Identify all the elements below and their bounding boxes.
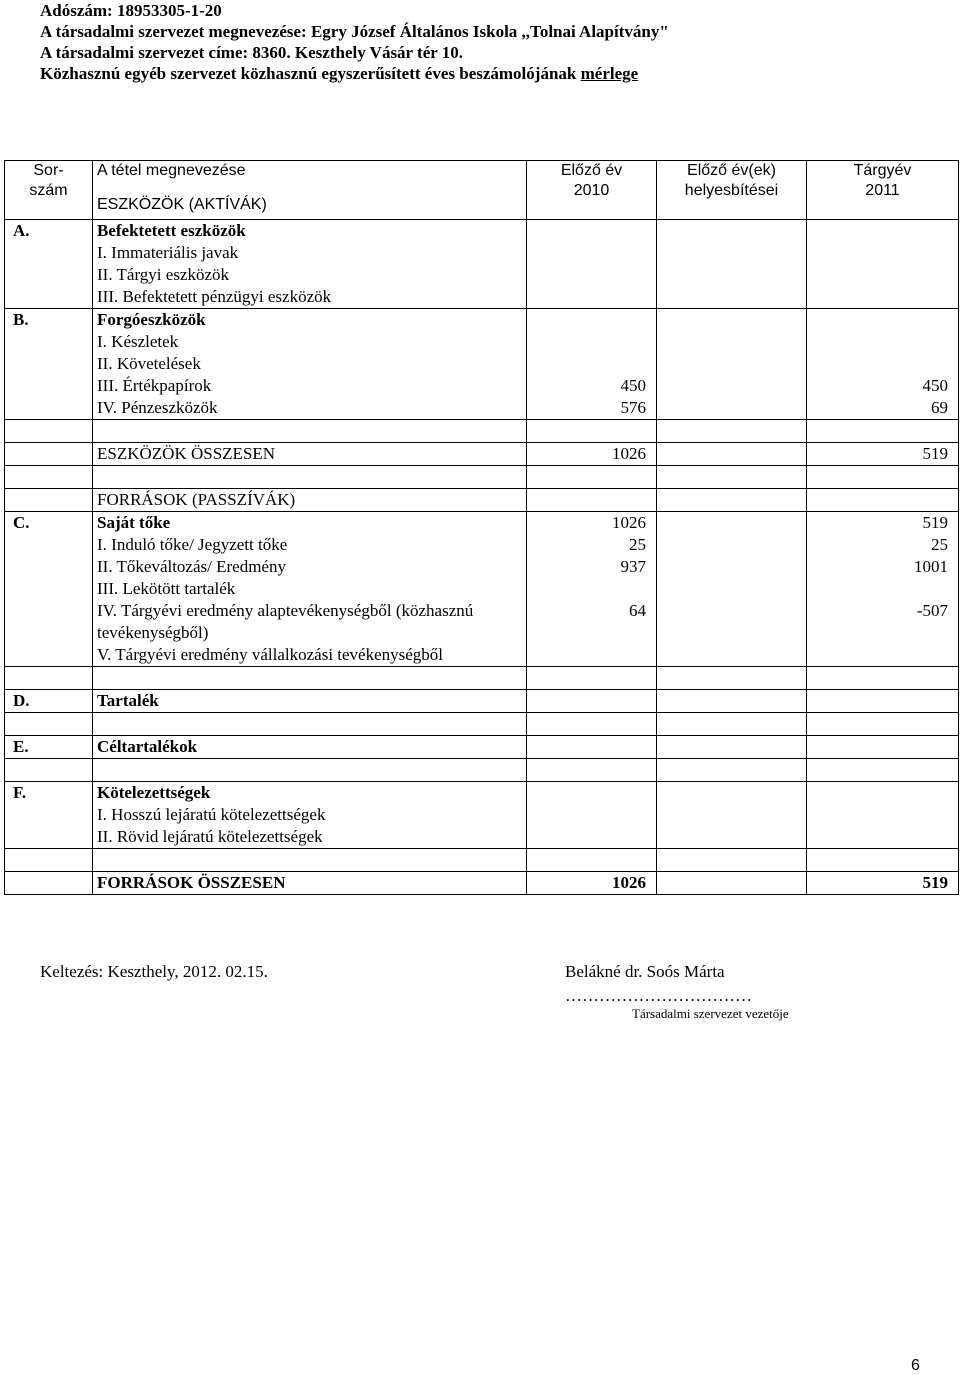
spacer-row bbox=[5, 667, 959, 690]
table-row bbox=[5, 600, 959, 644]
row-name: FORRÁSOK ÖSSZESEN bbox=[93, 872, 527, 895]
row-name: I. Hosszú lejáratú kötelezettségek bbox=[93, 804, 527, 826]
page-number: 6 bbox=[911, 1357, 920, 1374]
row-name: Tartalék bbox=[93, 690, 527, 713]
table-row bbox=[5, 556, 959, 578]
row-code: B. bbox=[5, 309, 93, 332]
table-row bbox=[5, 489, 959, 512]
title-underlined: mérlege bbox=[580, 64, 639, 83]
row-curr: 519 bbox=[807, 443, 959, 466]
document-header bbox=[40, 0, 669, 84]
table-row bbox=[5, 375, 959, 397]
row-name: Forgóeszközök bbox=[93, 309, 527, 332]
document-title bbox=[40, 63, 669, 84]
signatory-name: Belákné dr. Soós Márta bbox=[565, 962, 725, 981]
spacer-row bbox=[5, 713, 959, 736]
table-row bbox=[5, 220, 959, 243]
row-code: C. bbox=[5, 512, 93, 535]
row-prev: 1026 bbox=[527, 443, 657, 466]
row-name: I. Készletek bbox=[93, 331, 527, 353]
row-curr: 69 bbox=[807, 397, 959, 420]
spacer-row bbox=[5, 466, 959, 489]
row-name: V. Tárgyévi eredmény vállalkozási tevékenységből bbox=[93, 644, 527, 667]
table-row bbox=[5, 690, 959, 713]
spacer-row bbox=[5, 849, 959, 872]
row-name: III. Értékpapírok bbox=[93, 375, 527, 397]
header-name-sub: ESZKÖZÖK (AKTÍVÁK) bbox=[97, 196, 267, 213]
header-prev-year: Előző év 2010 bbox=[527, 161, 657, 220]
row-name: ESZKÖZÖK ÖSSZESEN bbox=[93, 443, 527, 466]
org-address: A társadalmi szervezet címe: 8360. Keszthely Vásár tér 10. bbox=[40, 43, 463, 62]
row-name: IV. Pénzeszközök bbox=[93, 397, 527, 420]
table-row bbox=[5, 826, 959, 849]
row-name: I. Immateriális javak bbox=[93, 242, 527, 264]
row-curr: 450 bbox=[807, 375, 959, 397]
table-row bbox=[5, 644, 959, 667]
row-name: I. Induló tőke/ Jegyzett tőke bbox=[93, 534, 527, 556]
table-row bbox=[5, 512, 959, 535]
table-row bbox=[5, 782, 959, 805]
row-curr: 1001 bbox=[807, 556, 959, 578]
header-name-title: A tétel megnevezése bbox=[97, 162, 246, 179]
row-prev: 937 bbox=[527, 556, 657, 578]
row-prev: 25 bbox=[527, 534, 657, 556]
row-name: II. Tőkeváltozás/ Eredmény bbox=[93, 556, 527, 578]
row-prev: 1026 bbox=[527, 872, 657, 895]
table-row bbox=[5, 353, 959, 375]
row-curr: 519 bbox=[807, 512, 959, 535]
table-row bbox=[5, 264, 959, 286]
row-name: II. Követelések bbox=[93, 353, 527, 375]
signature-line: …………………………… bbox=[565, 986, 752, 1005]
row-curr: -507 bbox=[807, 600, 959, 644]
row-name: FORRÁSOK (PASSZÍVÁK) bbox=[93, 489, 527, 512]
signatory-role: Társadalmi szervezet vezetője bbox=[632, 1006, 789, 1021]
table-row bbox=[5, 331, 959, 353]
row-name: III. Lekötött tartalék bbox=[93, 578, 527, 600]
balance-sheet-table bbox=[4, 160, 959, 895]
tax-id: Adószám: 18953305-1-20 bbox=[40, 1, 222, 20]
row-prev: 1026 bbox=[527, 512, 657, 535]
row-prev: 576 bbox=[527, 397, 657, 420]
row-name: Saját tőke bbox=[93, 512, 527, 535]
header-current-year: Tárgyév 2011 bbox=[807, 161, 959, 220]
row-name: II. Rövid lejáratú kötelezettségek bbox=[93, 826, 527, 849]
row-name: III. Befektetett pénzügyi eszközök bbox=[93, 286, 527, 309]
row-name: IV. Tárgyévi eredmény alaptevékenységből (közhasznú tevékenységből) bbox=[93, 600, 527, 644]
row-curr: 25 bbox=[807, 534, 959, 556]
row-code: F. bbox=[5, 782, 93, 805]
header-adjustments: Előző év(ek) helyesbítései bbox=[657, 161, 807, 220]
table-header-row bbox=[5, 161, 959, 220]
title-main: Közhasznú egyéb szervezet közhasznú egyszerűsített éves beszámolójának bbox=[40, 64, 581, 83]
row-curr: 519 bbox=[807, 872, 959, 895]
table-row bbox=[5, 242, 959, 264]
row-prev: 450 bbox=[527, 375, 657, 397]
table-row bbox=[5, 872, 959, 895]
row-name: Befektetett eszközök bbox=[93, 220, 527, 243]
table-row bbox=[5, 286, 959, 309]
row-name: Kötelezettségek bbox=[93, 782, 527, 805]
table-row bbox=[5, 309, 959, 332]
date-line: Keltezés: Keszthely, 2012. 02.15. bbox=[40, 962, 268, 981]
spacer-row bbox=[5, 420, 959, 443]
table-row bbox=[5, 534, 959, 556]
row-prev: 64 bbox=[527, 600, 657, 644]
header-code: Sor- szám bbox=[5, 161, 93, 220]
header-name bbox=[93, 161, 527, 220]
row-name: Céltartalékok bbox=[93, 736, 527, 759]
table-row bbox=[5, 804, 959, 826]
row-name: II. Tárgyi eszközök bbox=[93, 264, 527, 286]
table-row bbox=[5, 443, 959, 466]
row-code: A. bbox=[5, 220, 93, 243]
table-row bbox=[5, 736, 959, 759]
table-row bbox=[5, 397, 959, 420]
row-code: D. bbox=[5, 690, 93, 713]
table-row bbox=[5, 578, 959, 600]
row-code: E. bbox=[5, 736, 93, 759]
org-name: A társadalmi szervezet megnevezése: Egry József Általános Iskola ,,Tolnai Alapítvány" bbox=[40, 22, 669, 41]
spacer-row bbox=[5, 759, 959, 782]
